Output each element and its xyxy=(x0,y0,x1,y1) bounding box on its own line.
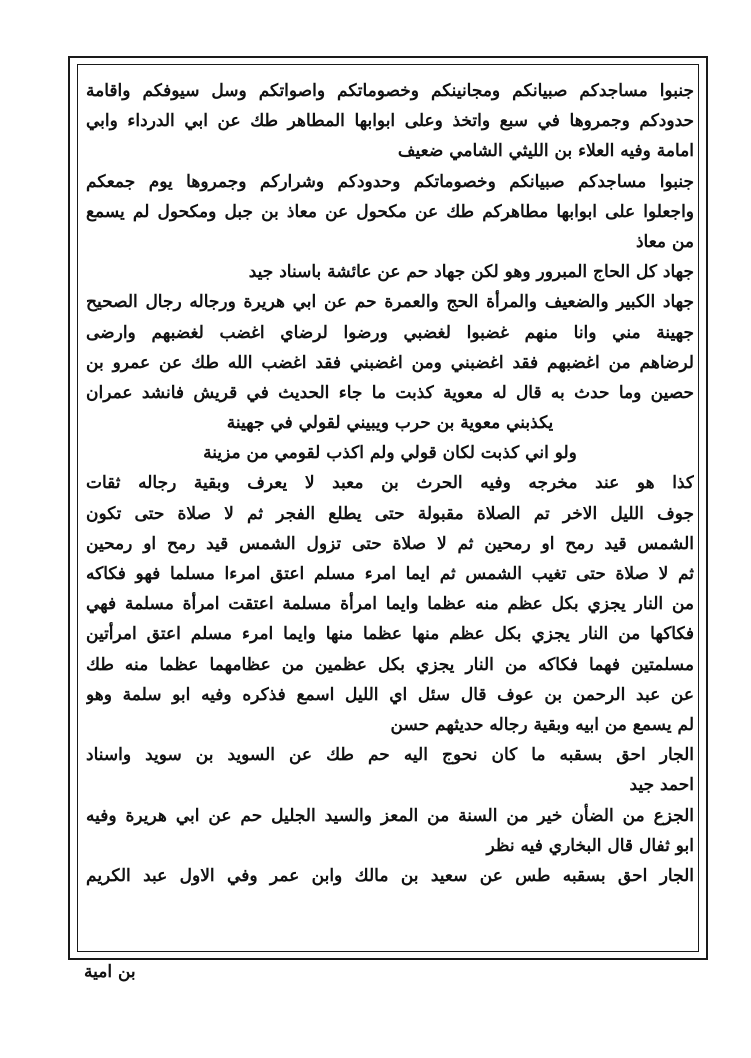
text-line: جنبوا مساجدكم صبيانكم ومجانينكم وخصوماتكم واصواتكم وسل سيوفكم واقامة xyxy=(86,81,694,101)
text-line: احمد جيد xyxy=(629,775,694,796)
text-line: عن عبد الرحمن بن عوف قال سئل اي الليل اسمع فذكره وفيه ابو سلمة وهو xyxy=(86,684,694,705)
text-line: جهينة مني وانا منهم غضبوا لغضبي ورضوا لرضاي اغضب لغضبهم وارضى xyxy=(86,322,694,343)
text-line: من النار يجزي بكل عظم منه عظما وايما امرأة مسلمة اعتقت امرأة مسلمة فهي xyxy=(86,594,694,615)
text-line: مسلمتين فهما فكاكه من النار يجزي بكل عظمين من عظامهما عظما منه طك xyxy=(86,654,694,675)
verse-line: يكذبني معوية بن حرب ويبيني لقولي في جهينة xyxy=(226,413,554,434)
text-line: جهاد كل الحاج المبرور وهو لكن جهاد حم عن عائشة باسناد جيد xyxy=(248,262,694,283)
text-line: حدودكم وجمروها في سبع واتخذ وعلى ابوابها المطاهر طك عن ابي الدرداء وابي xyxy=(86,111,694,132)
text-line: ثم لا صلاة حتى تغيب الشمس ثم ايما امرء مسلم اعتق امرءا مسلما فهو فكاكه xyxy=(86,564,694,584)
text-line: واجعلوا على ابوابها مطاهركم طك عن مكحول عن معاذ بن جبل ومكحول لم يسمع xyxy=(86,201,694,222)
text-line: جوف الليل الاخر تم الصلاة مقبولة حتى يطلع الفجر ثم لا صلاة حتى تكون xyxy=(86,503,694,524)
text-line: ابو ثفال قال البخاري فيه نظر xyxy=(486,835,694,856)
text-line: حصين وما حدث به قال له معوية كذبت ما جاء الحديث في قريش فانشد عمران xyxy=(86,382,694,403)
text-line: لم يسمع من ابيه وبقية رجاله حديثهم حسن xyxy=(390,714,694,735)
text-line: الشمس قيد رمح او رمحين ثم لا صلاة حتى تزول الشمس قيد رمح او رمحين xyxy=(86,533,694,554)
text-line: الجار احق بسقبه طس عن سعيد بن مالك وابن عمر وفي الاول عبد الكريم xyxy=(86,865,694,886)
manuscript-text-block xyxy=(86,76,694,891)
text-line: امامة وفيه العلاء بن الليثي الشامي ضعيف xyxy=(397,141,694,162)
text-line: جنبوا مساجدكم صبيانكم وخصوماتكم وحدودكم وشراركم وجمروها يوم جمعكم xyxy=(86,171,694,192)
text-line: كذا هو عند مخرجه وفيه الحرث بن معبد لا يعرف وبقية رجاله ثقات xyxy=(86,473,694,494)
text-line: من معاذ xyxy=(635,231,694,252)
text-line: فكاكها من النار يجزي بكل عظم منها عظما منها وايما امرء مسلم اعتق امرأتين xyxy=(86,624,694,645)
text-line: الجزع من الضأن خير من السنة من المعز والسيد الجليل حم عن ابي هريرة وفيه xyxy=(86,805,694,826)
text-line: جهاد الكبير والضعيف والمرأة الحج والعمرة حم عن ابي هريرة ورجاله رجال الصحيح xyxy=(86,292,694,313)
verse-line: ولو اني كذبت لكان قولي ولم اكذب لقومي من مزينة xyxy=(203,443,577,464)
text-line: لرضاهم من اغضبهم فقد اغضبني ومن اغضبني فقد اغضب الله طك عن عمرو بن xyxy=(86,352,694,373)
text-line: الجار احق بسقبه ما كان نحوج اليه حم طك عن السويد بن سويد واسناد xyxy=(86,745,694,766)
catchword: بن امية xyxy=(84,962,136,982)
